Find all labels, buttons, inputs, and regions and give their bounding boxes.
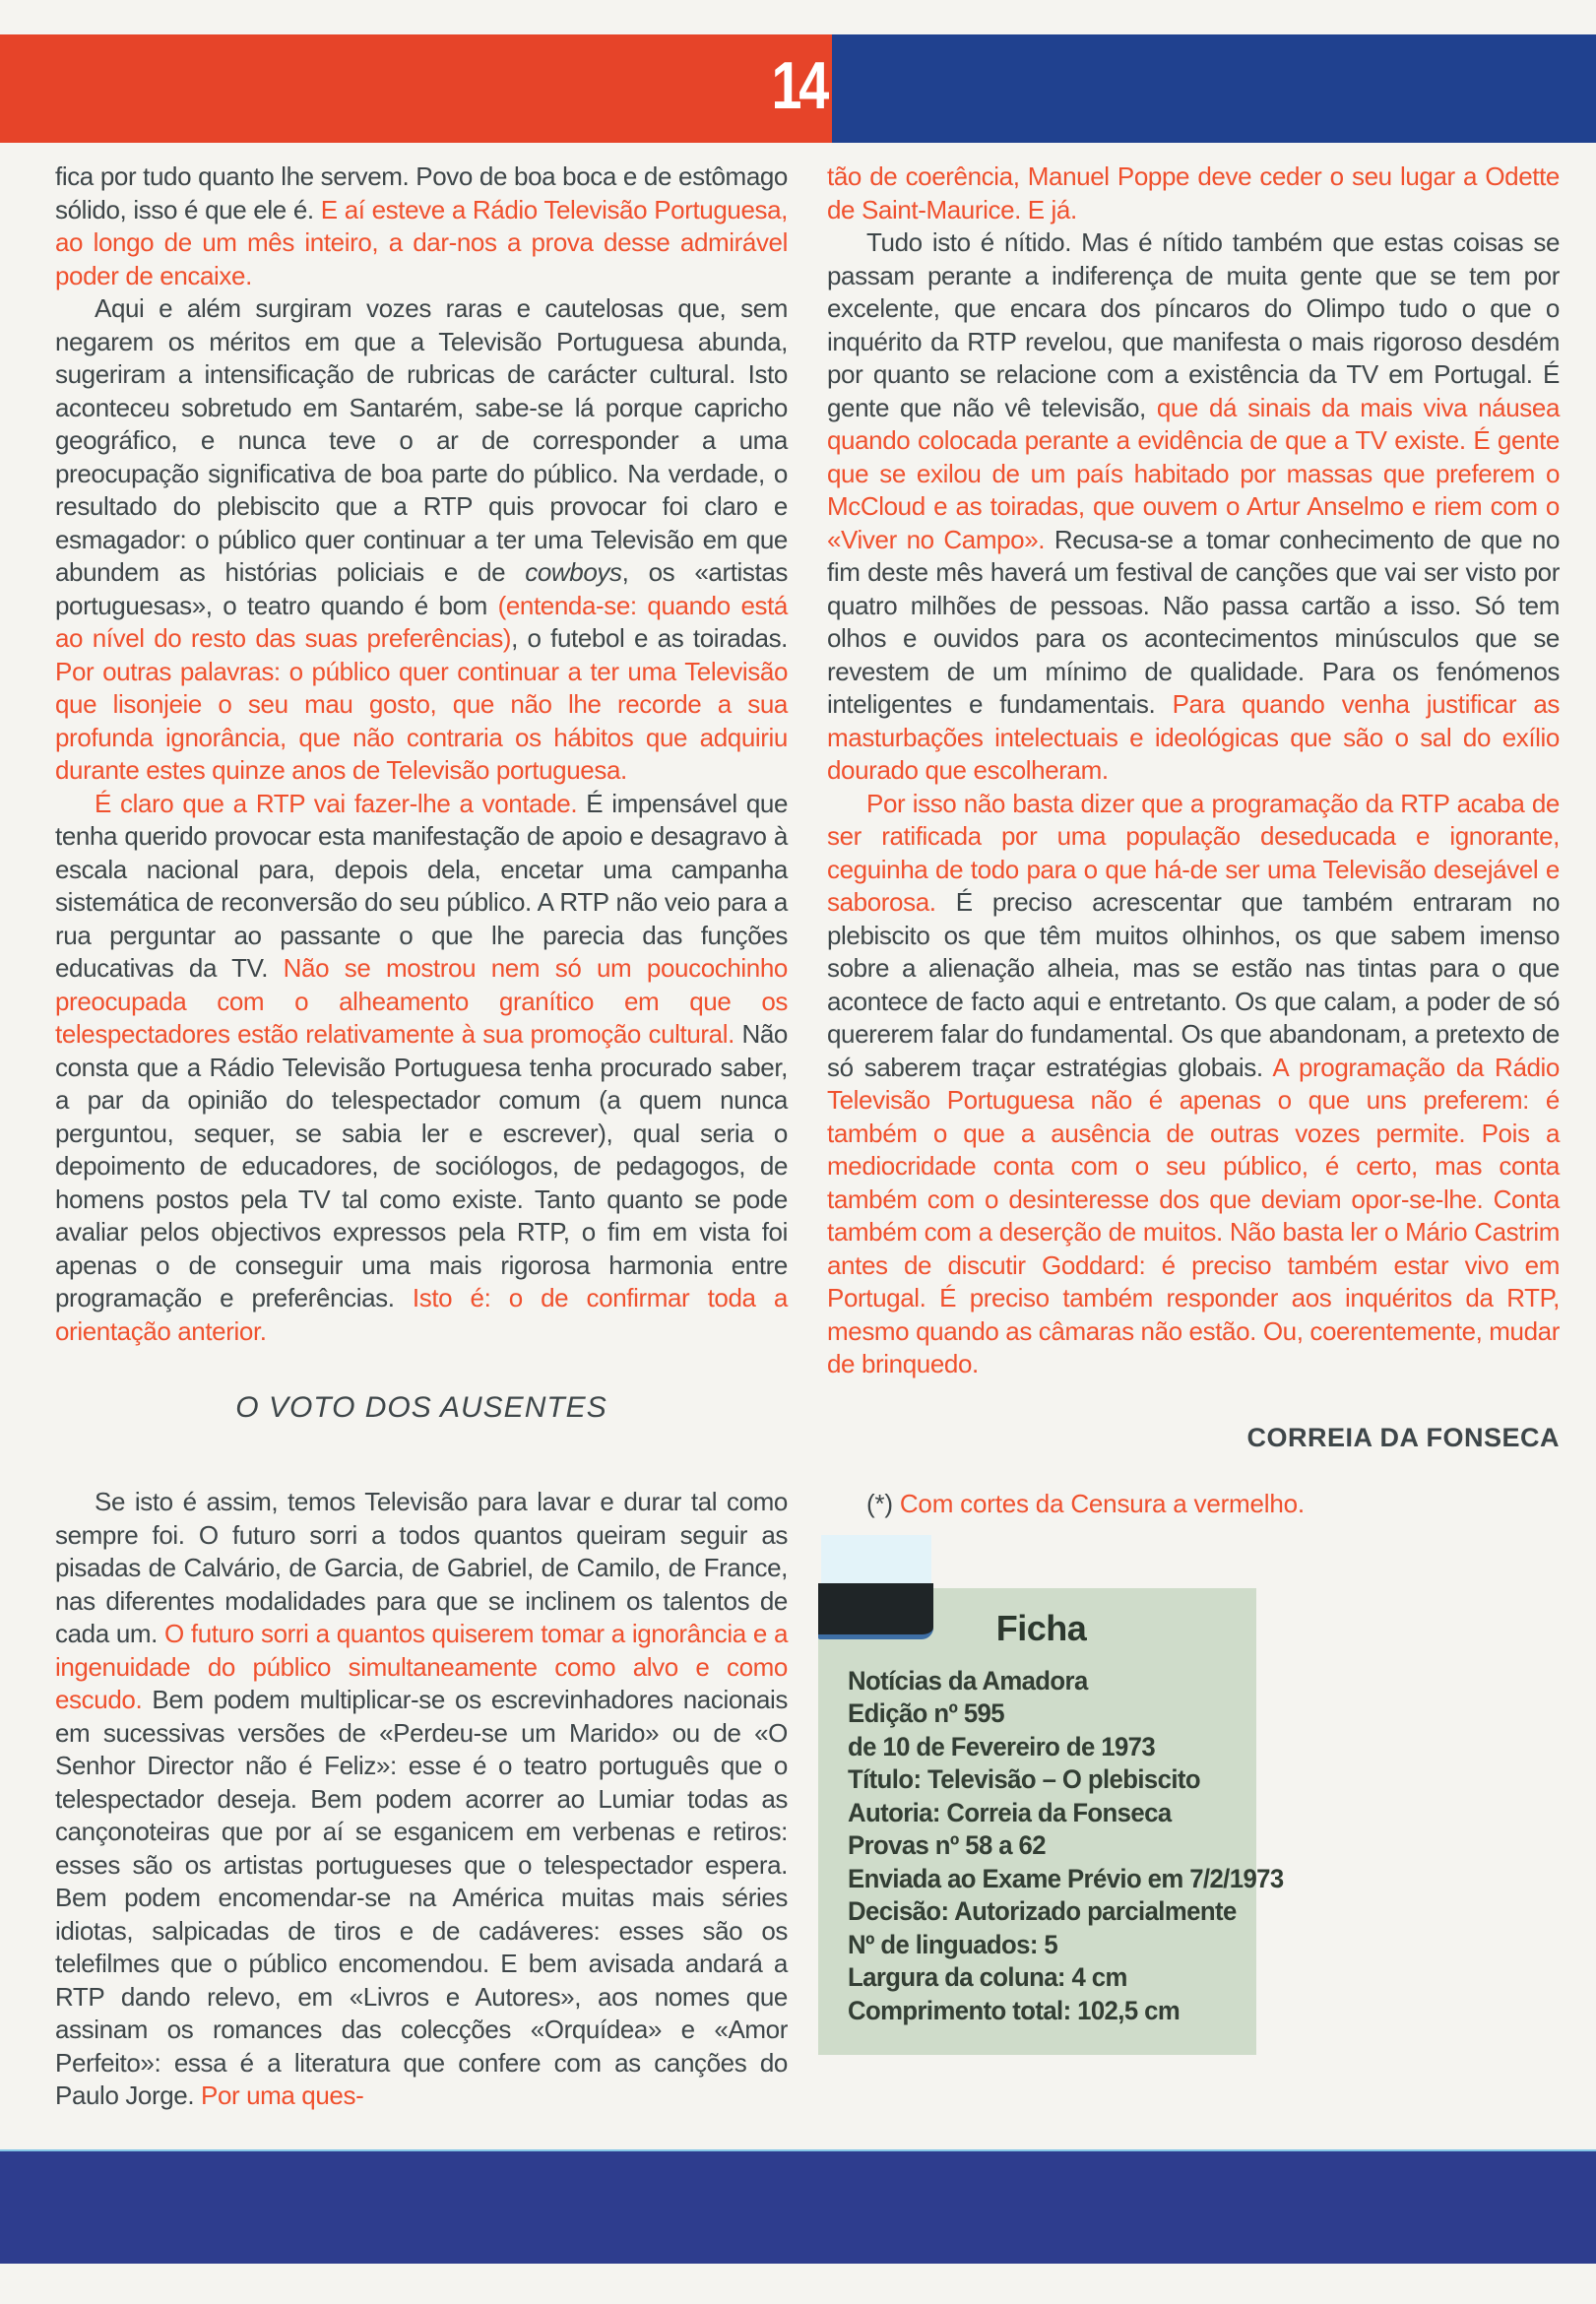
section-heading: O VOTO DOS AUSENTES bbox=[235, 1391, 607, 1424]
ficha-galleys: Nº de linguados: 5 bbox=[848, 1929, 1058, 1959]
text-segment: , os «artistas portuguesas», o teatro quando é bom bbox=[55, 557, 789, 620]
text-segment: É preciso acrescentar que também entraram no plebiscito os que têm muitos olhinhos, os que sabem imenso sobre a alienação alheia, mas se estão nas tintas para o que acontece de facto aqui e entretanto. Os que calam, a poder de só quererem falar do fundamental. Os que abandonam, a pretexto de só saberem traçar estratégias globais. bbox=[827, 887, 1561, 1082]
footnote-marker: (*) bbox=[866, 1488, 900, 1518]
ficha-censor-submission: Enviada ao Exame Prévio em 7/2/1973 bbox=[848, 1863, 1284, 1893]
censored-text-segment: E aí esteve a Rádio Televisão Portuguesa, ao longo de um mês inteiro, a dar-nos a prova desse admirável poder de encaixe. bbox=[55, 194, 788, 290]
header-blue-bar bbox=[832, 34, 1596, 143]
ficha-publication: Notícias da Amadora bbox=[848, 1665, 1088, 1696]
ficha-title: Ficha bbox=[995, 1607, 1087, 1648]
censored-text-segment: Isto é: o de confirmar toda a orientação anterior. bbox=[55, 1283, 788, 1346]
censored-text-segment: É claro que a RTP vai fazer-lhe a vontade. bbox=[95, 788, 587, 818]
black-corner-block bbox=[818, 1583, 933, 1639]
paragraph bbox=[827, 788, 1560, 1381]
text-segment: Recusa-se a tomar conhecimento de que no fim deste mês haverá um festival de canções que vai ser visto por quatro milhões de pessoas. Não passa cartão a isso. Só tem olhos e ouvidos para os acontecimentos minúsculos que se revestem de um mínimo de qualidade. Para os fenómenos inteligentes e fundamentais. bbox=[827, 524, 1560, 719]
ficha-article-title: Título: Televisão – O plebiscito bbox=[848, 1764, 1200, 1794]
footnote bbox=[827, 1489, 1560, 1519]
ficha-date: de 10 de Fevereiro de 1973 bbox=[848, 1731, 1156, 1761]
ficha-total-length: Comprimento total: 102,5 cm bbox=[848, 1995, 1181, 2025]
italic-text-segment: cowboys bbox=[525, 557, 622, 587]
paragraph bbox=[827, 226, 1560, 788]
censored-text-segment: A programação da Rádio Televisão Portuguesa não é apenas o que uns preferem: é também o que a ausência de outras vozes permite. Pois a mediocridade conta com o seu público, é certo, mas conta também com o desinteresse dos que deviam opor-se-lhe. Conta também com a deserção de muitos. Não basta ler o Mário Castrim antes de discutir Goddard: é preciso também estar vivo em Portugal. É preciso também responder aos inquéritos da RTP, mesmo quando as câmaras não estão. Ou, coerentemente, mudar de brinquedo. bbox=[827, 1052, 1560, 1378]
ficha-edition: Edição nº 595 bbox=[848, 1698, 1004, 1728]
ficha-box bbox=[818, 1588, 1284, 2056]
text-segment: fica por tudo quanto lhe servem. Povo de boa boca e de estômago sólido, isso é que ele é. bbox=[55, 161, 788, 224]
cyan-corner-block bbox=[821, 1535, 931, 1584]
article-body bbox=[55, 160, 1560, 2113]
ficha-decision: Decisão: Autorizado parcialmente bbox=[848, 1896, 1237, 1926]
censored-text-segment: Por isso não basta dizer que a programação da RTP acaba de ser ratificada por uma população deseducada e ignorante, ceguinha de todo para o que há-de ser uma Televisão desejável e saborosa. bbox=[827, 788, 1560, 917]
left-column bbox=[55, 160, 788, 2113]
right-column bbox=[827, 160, 1560, 2113]
text-segment: É impensável que tenha querido provocar esta manifestação de apoio e desagravo à escala nacional para, depois dela, encetar uma campanha sistemática de reconversão do seu público. A RTP não veio para a rua perguntar ao passante o que lhe parecia das funções educativas da TV. bbox=[55, 788, 789, 983]
paragraph bbox=[55, 292, 788, 788]
paragraph bbox=[55, 788, 788, 1349]
censored-text-segment: (entenda-se: quando está ao nível do resto das suas preferências) bbox=[55, 590, 788, 653]
text-segment: Aqui e além surgiram vozes raras e cautelosas que, sem negarem os méritos em que a Televisão Portuguesa abunda, sugeriram a intensificação de rubricas de carácter cultural. Isto aconteceu sobretudo em Santarém, sabe-se lá porque capricho geográfico, e nunca teve o ar de corresponder a uma preocupação significativa de boa parte do público. Na verdade, o resultado do plebiscito que a RTP quis provocar foi claro e esmagador: o público quer continuar a ter uma Televisão em que abundem as histórias policiais e de bbox=[55, 293, 788, 587]
censored-text-segment: Não se mostrou nem só um poucochinho preocupada com o alheamento granítico em que os telespectadores estão relativamente à sua promoção cultural. bbox=[55, 953, 788, 1049]
censored-text-segment: Com cortes da Censura a vermelho. bbox=[899, 1488, 1305, 1518]
censored-text-segment: tão de coerência, Manuel Poppe deve ceder o seu lugar a Odette de Saint-Maurice. E já. bbox=[827, 161, 1560, 224]
censored-text-segment: Para quando venha justificar as masturbações intelectuais e ideológicas que são o sal do exílio dourado que escolheram. bbox=[827, 689, 1560, 785]
footer-bar bbox=[0, 2149, 1596, 2264]
ficha-proofs: Provas nº 58 a 62 bbox=[848, 1830, 1046, 1860]
censored-text-segment: Por outras palavras: o público quer continuar a ter uma Televisão que lisonjeie o seu mau gosto, que não lhe recorde a sua profunda ignorância, que não contraria os hábitos que adquiriu durante estes quinze anos de Televisão portuguesa. bbox=[55, 656, 788, 785]
paragraph bbox=[55, 160, 788, 292]
byline: CORREIA DA FONSECA bbox=[1246, 1422, 1560, 1452]
text-segment: , o futebol e as toiradas. bbox=[511, 623, 789, 653]
text-segment: Se isto é assim, temos Televisão para lavar e durar tal como sempre foi. O futuro sorri a todos quantos queiram seguir as pisadas de Calvário, de Garcia, de Gabriel, de Camilo, de France, nas diferentes modalidades para que se inclinem os talentos de cada um. bbox=[55, 1487, 788, 1648]
paragraph bbox=[55, 1486, 788, 2113]
ficha-section bbox=[818, 1535, 1284, 2056]
text-segment: Bem podem multiplicar-se os escrevinhadores nacionais em sucessivas versões de «Perdeu-se um Marido» ou de «O Senhor Director não é Feliz»: esse é o teatro português que o telespectador deseja. Bem podem acorrer ao Lumiar todas as cançonoteiras que por aí se esganicem em verbenas e retiros: esses são os artistas portugueses que o telespectador espera. Bem podem encomendar-se na América muitas mais séries idiotas, salpicadas de tiros e de cadáveres: esses são os telefilmes que o público encomendou. E bem avisada andará a RTP dando relevo, em «Livros e Autores», aos nomes que assinam os romances das colecções «Orquídea» e «Amor Perfeito»: essa é a literatura que confere com as canções do Paulo Jorge. bbox=[55, 1685, 788, 2110]
paragraph bbox=[827, 160, 1560, 226]
censored-text-segment: Por uma ques- bbox=[201, 2080, 364, 2110]
censored-text-segment: O futuro sorri a quantos quiserem tomar a ignorância e a ingenuidade do público simultaneamente como alvo e como escudo. bbox=[55, 1619, 789, 1714]
ficha-author: Autoria: Correia da Fonseca bbox=[848, 1797, 1172, 1827]
page-number: 14 bbox=[771, 48, 826, 123]
text-segment: Não consta que a Rádio Televisão Portuguesa tenha procurado saber, a par da opinião do telespectador comum (a quem nunca perguntou, sequer, se sabia ler e escrever), qual seria o depoimento de educadores, de sociólogos, de pedagogos, de homens postos pela TV tal como existe. Tanto quanto se pode avaliar pelos objectivos expressos pela RTP, o fim em vista foi apenas o de conseguir uma mais rigorosa harmonia entre programação e preferências. bbox=[55, 1019, 788, 1312]
censored-text-segment: que dá sinais da mais viva náusea quando colocada perante a evidência de que a TV existe. É gente que se exilou de um país habitado por massas que preferem o McCloud e as toiradas, que ouvem o Artur Anselmo e riem com o «Viver no Campo». bbox=[827, 392, 1560, 554]
ficha-column-width: Largura da coluna: 4 cm bbox=[848, 1962, 1127, 1992]
text-segment: Tudo isto é nítido. Mas é nítido também que estas coisas se passam perante a indiferença de muita gente que se tem por excelente, que encara dos píncaros do Olimpo tudo o que o inquérito da RTP revelou, que manifesta o mais rigoroso desdém por quanto se relacione com a existência da TV em Portugal. É gente que não vê televisão, bbox=[827, 227, 1560, 422]
